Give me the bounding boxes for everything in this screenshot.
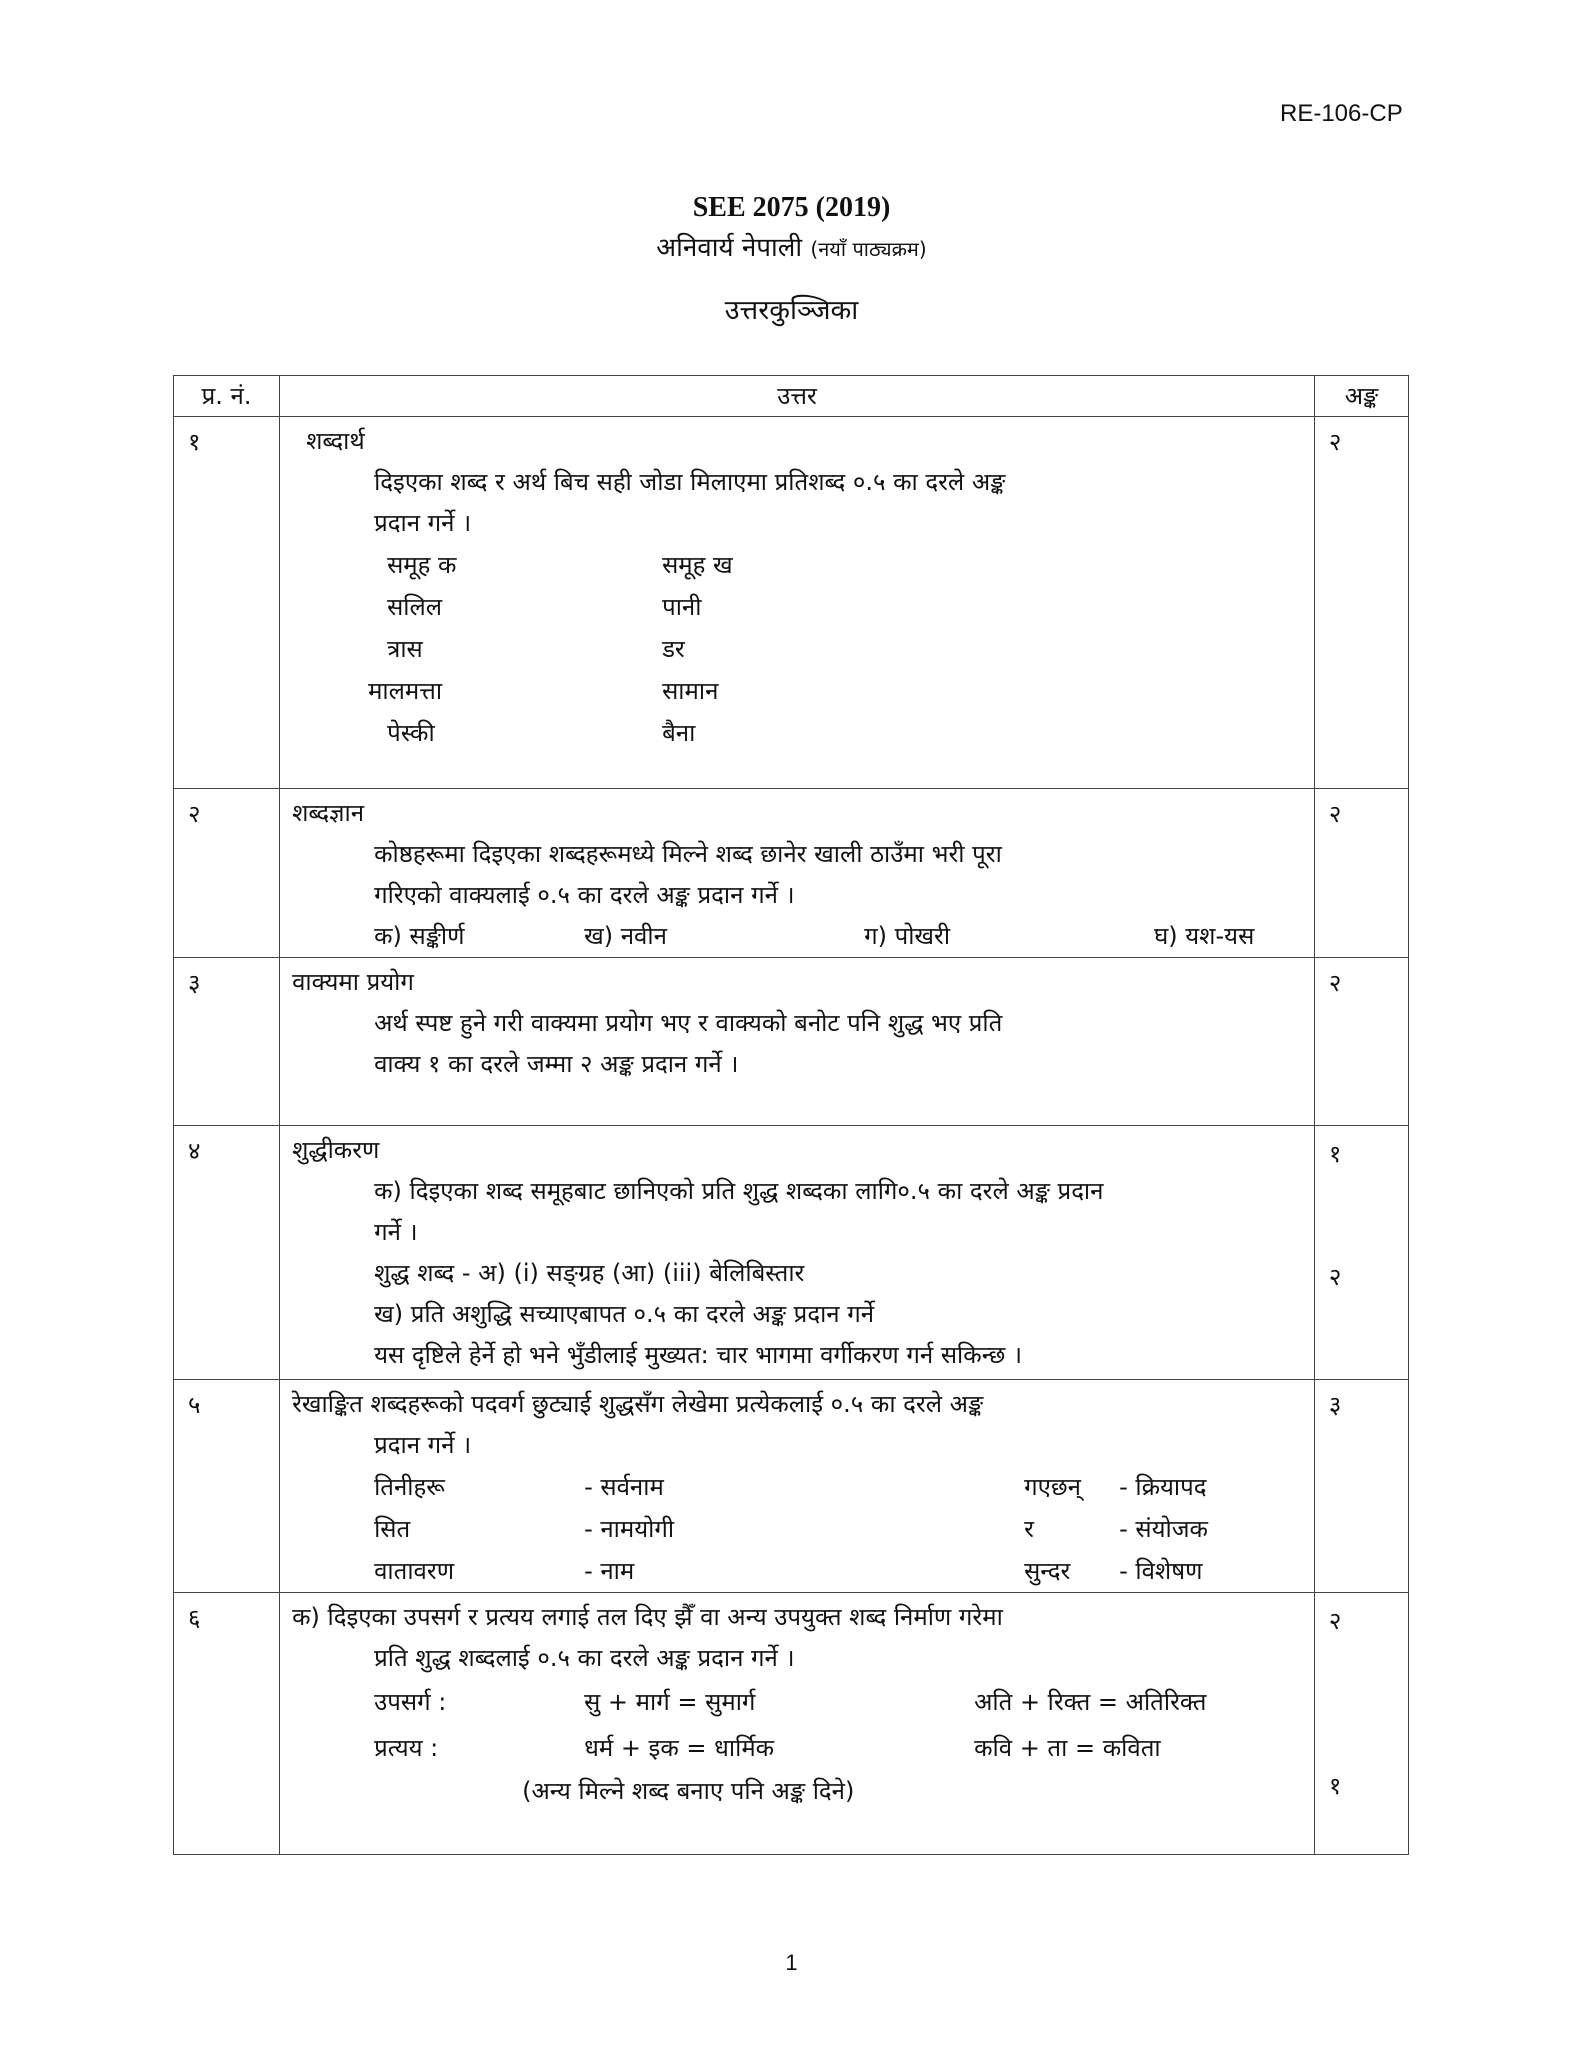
- instruction-text-cont: वाक्य १ का दरले जम्मा २ अङ्क प्रदान गर्ने ।: [374, 1050, 739, 1078]
- question-number: ४: [174, 1126, 280, 1380]
- section-title: वाक्यमा प्रयोग: [292, 968, 414, 996]
- marks-cell: २: [1314, 789, 1408, 958]
- instruction-text-cont: गर्ने ।: [374, 1218, 418, 1246]
- question-number: १: [174, 417, 280, 789]
- answer-table: [173, 375, 1409, 1855]
- list-item: सलिल पानी: [387, 593, 702, 621]
- group-a-label: समूह क: [387, 551, 457, 579]
- table-header-row: [174, 376, 1409, 417]
- suffix-examples: [292, 1725, 1304, 1771]
- table-row-q2: [174, 789, 1409, 958]
- instruction-text: क) दिइएका उपसर्ग र प्रत्यय लगाई तल दिए झैँ वा अन्य उपयुक्त शब्द निर्माण गरेमा: [292, 1603, 1003, 1631]
- marks-cell: [1314, 1593, 1408, 1855]
- document-code: RE-106-CP: [1280, 100, 1403, 127]
- answer-cell: [280, 1126, 1315, 1380]
- instruction-text: अर्थ स्पष्ट हुने गरी वाक्यमा प्रयोग भए र वाक्यको बनोट पनि शुद्ध भए प्रति: [374, 1009, 1003, 1037]
- answer-list: [292, 916, 1304, 957]
- list-item: वातावरण - नाम सुन्दर - विशेषण: [374, 1557, 1203, 1585]
- list-item: सित - नामयोगी र - संयोजक: [374, 1515, 1208, 1543]
- marks-cell: २: [1314, 417, 1408, 789]
- table-row-q3: [174, 958, 1409, 1126]
- marks-cell: ३: [1314, 1380, 1408, 1593]
- exam-title: SEE 2075 (2019): [692, 192, 891, 223]
- instruction-text: दिइएका शब्द र अर्थ बिच सही जोडा मिलाएमा प्रतिशब्द ०.५ का दरले अङ्क: [374, 468, 1006, 496]
- list-item: घ) यश-यस: [1154, 922, 1255, 950]
- instruction-text: ख) प्रति अशुद्धि सच्याएबापत ०.५ का दरले अङ्क प्रदान गर्ने: [374, 1300, 875, 1328]
- list-item: ग) पोखरी: [864, 922, 951, 950]
- marks-a: १: [1328, 1140, 1342, 1168]
- table-row-q6: [174, 1593, 1409, 1855]
- list-item: पेस्की बैना: [387, 719, 696, 747]
- suffix-label: प्रत्यय :: [374, 1734, 439, 1762]
- instruction-text: क) दिइएका शब्द समूहबाट छानिएको प्रति शुद्ध शब्दका लागि०.५ का दरले अङ्क प्रदान: [374, 1177, 1104, 1205]
- instruction-text-cont: प्रदान गर्ने ।: [374, 1431, 472, 1459]
- list-item: त्रास डर: [387, 635, 685, 663]
- question-number: २: [174, 789, 280, 958]
- list-item: कवि + ता = कविता: [974, 1734, 1161, 1762]
- instruction-text: रेखाङ्कित शब्दहरूको पदवर्ग छुट्याई शुद्धसँग लेखेमा प्रत्येकलाई ०.५ का दरले अङ्क: [292, 1390, 984, 1418]
- list-item: अति + रिक्त = अतिरिक्त: [974, 1688, 1207, 1716]
- answer-cell: [280, 417, 1315, 789]
- question-number: ६: [174, 1593, 280, 1855]
- group-b-label: समूह ख: [662, 551, 733, 579]
- header-question-number: प्र. नं.: [174, 376, 280, 417]
- list-item: तिनीहरू - सर्वनाम गएछन् - क्रियापद: [374, 1473, 1207, 1501]
- list-item: धर्म + इक = धार्मिक: [584, 1734, 775, 1762]
- pair-header: [292, 544, 1304, 586]
- page-number: 1: [785, 1950, 798, 1975]
- marks-b: २: [1328, 1263, 1342, 1291]
- instruction-text: कोष्ठहरूमा दिइएका शब्दहरूमध्ये मिल्ने शब्द छानेर खाली ठाउँमा भरी पूरा: [374, 840, 1002, 868]
- marks-cell: २: [1314, 958, 1408, 1126]
- question-number: ५: [174, 1380, 280, 1593]
- section-title: शुद्धीकरण: [292, 1136, 380, 1164]
- section-title: शब्दार्थ: [306, 427, 365, 455]
- list-item: क) सङ्कीर्ण: [374, 922, 465, 950]
- table-row-q1: [174, 417, 1409, 789]
- subject-name: अनिवार्य नेपाली: [656, 233, 803, 263]
- list-item: ख) नवीन: [584, 922, 667, 950]
- prefix-label: उपसर्ग :: [374, 1688, 447, 1716]
- answer-cell: [280, 1380, 1315, 1593]
- corrected-sentence: यस दृष्टिले हेर्ने हो भने भुँडीलाई मुख्यत: चार भागमा वर्गीकरण गर्न सकिन्छ ।: [374, 1341, 1023, 1369]
- instruction-text-cont: प्रदान गर्ने ।: [374, 509, 472, 537]
- answer-cell: [280, 789, 1315, 958]
- header-answer: उत्तर: [280, 376, 1315, 417]
- answer-key-title: उत्तरकुञ्जिका: [724, 295, 859, 326]
- header-marks: अङ्क: [1314, 376, 1408, 417]
- answer-cell: [280, 958, 1315, 1126]
- instruction-text-cont: प्रति शुद्ध शब्दलाई ०.५ का दरले अङ्क प्रदान गर्ने ।: [374, 1644, 795, 1672]
- list-item: सु + मार्ग = सुमार्ग: [584, 1688, 756, 1716]
- table-row-q5: [174, 1380, 1409, 1593]
- title-block: [0, 188, 1583, 331]
- table-row-q4: [174, 1126, 1409, 1380]
- section-title: शब्दज्ञान: [292, 799, 365, 827]
- answer-cell: [280, 1593, 1315, 1855]
- marks-cell: [1314, 1126, 1408, 1380]
- note-text: (अन्य मिल्ने शब्द बनाए पनि अङ्क दिने): [522, 1777, 855, 1805]
- prefix-examples: [292, 1679, 1304, 1725]
- correct-words: शुद्ध शब्द - अ) (i) सङ्ग्रह (आ) (iii) बेलिबिस्तार: [374, 1259, 805, 1287]
- question-number: ३: [174, 958, 280, 1126]
- marks-b: १: [1328, 1772, 1342, 1800]
- instruction-text-cont: गरिएको वाक्यलाई ०.५ का दरले अङ्क प्रदान गर्ने ।: [374, 881, 795, 909]
- list-item: मालमत्ता सामान: [368, 677, 719, 705]
- subject-title: [0, 228, 1583, 269]
- curriculum-note: (नयाँ पाठ्यक्रम): [810, 237, 927, 261]
- marks-a: २: [1328, 1607, 1342, 1635]
